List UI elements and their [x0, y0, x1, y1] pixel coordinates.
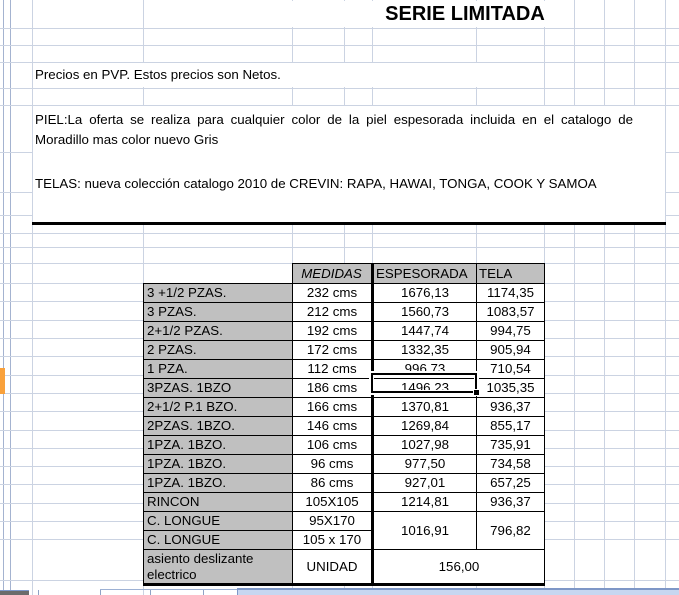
table-row	[144, 455, 545, 474]
table-row	[144, 341, 545, 360]
gridline	[665, 0, 666, 595]
row-label-cell[interactable]: C. LONGUE	[144, 531, 293, 550]
table-row	[144, 360, 545, 379]
tela-cell[interactable]: 734,58	[477, 455, 545, 474]
row-label-cell[interactable]: 2 PZAS.	[144, 341, 293, 360]
medidas-cell[interactable]: 105X105	[293, 493, 373, 512]
sheet-tab-edge	[100, 589, 237, 590]
medidas-cell[interactable]: 172 cms	[293, 341, 373, 360]
table-row	[144, 284, 545, 303]
espesorada-cell-selected[interactable]: 1496,23	[373, 379, 477, 398]
espesorada-cell[interactable]: 1560,73	[373, 303, 477, 322]
row-label-cell[interactable]: 1 PZA.	[144, 360, 293, 379]
gridline	[0, 45, 679, 46]
row-label-cell[interactable]: asiento deslizante electrico	[144, 550, 293, 585]
table-row	[144, 512, 545, 531]
header-blank-cell[interactable]	[144, 264, 293, 284]
table-row	[144, 322, 545, 341]
table-row	[144, 379, 545, 398]
espesorada-cell[interactable]: 1370,81	[373, 398, 477, 417]
price-table	[143, 263, 545, 586]
medidas-cell[interactable]: 212 cms	[293, 303, 373, 322]
table-row	[144, 303, 545, 322]
gridline	[604, 0, 605, 595]
tab-separator	[100, 590, 101, 595]
row-label-cell[interactable]: 1PZA. 1BZO.	[144, 474, 293, 493]
espesorada-cell[interactable]: 1214,81	[373, 493, 477, 512]
note-pvp-cell[interactable]: Precios en PVP. Estos precios son Netos.	[33, 63, 478, 87]
espesorada-cell[interactable]: 1332,35	[373, 341, 477, 360]
medidas-cell[interactable]: 105 x 170	[293, 531, 373, 550]
table-row	[144, 436, 545, 455]
precio-merged-cell[interactable]: 156,00	[373, 550, 545, 585]
note-piel-line1: PIEL:La oferta se realiza para cualquier color de la piel espesorada incluida en el catalogo de	[35, 112, 633, 127]
medidas-cell[interactable]: 192 cms	[293, 322, 373, 341]
row-label-cell[interactable]: 2+1/2 PZAS.	[144, 322, 293, 341]
gridline	[3, 0, 4, 595]
espesorada-cell[interactable]: 996,73	[373, 360, 477, 379]
medidas-cell[interactable]: 186 cms	[293, 379, 373, 398]
medidas-cell[interactable]: 112 cms	[293, 360, 373, 379]
tela-cell[interactable]: 936,37	[477, 398, 545, 417]
fill-handle[interactable]	[473, 389, 480, 396]
row-label-cell[interactable]: 3 +1/2 PZAS.	[144, 284, 293, 303]
tela-cell[interactable]: 855,17	[477, 417, 545, 436]
row-label-cell[interactable]: 1PZA. 1BZO.	[144, 455, 293, 474]
selected-cell-indicator	[371, 373, 477, 393]
orange-cell-marker	[0, 368, 5, 394]
espesorada-cell[interactable]: 1269,84	[373, 417, 477, 436]
espesorada-cell[interactable]: 1676,13	[373, 284, 477, 303]
espesorada-merged-cell[interactable]: 1016,91	[373, 512, 477, 550]
gridline	[0, 88, 679, 89]
row-label-cell[interactable]: 3PZAS. 1BZO	[144, 379, 293, 398]
tab-separator	[38, 590, 39, 595]
medidas-cell[interactable]: 166 cms	[293, 398, 373, 417]
gridline	[634, 0, 635, 595]
table-row	[144, 417, 545, 436]
header-espesorada[interactable]: ESPESORADA	[373, 264, 477, 284]
gridline	[10, 0, 11, 595]
gridline	[0, 233, 679, 234]
medidas-cell[interactable]: 96 cms	[293, 455, 373, 474]
sheet-title[interactable]: SERIE LIMITADA	[385, 3, 545, 25]
row-label-cell[interactable]: 1PZA. 1BZO.	[144, 436, 293, 455]
table-row	[144, 474, 545, 493]
tela-merged-cell[interactable]: 796,82	[477, 512, 545, 550]
row-label-cell[interactable]: C. LONGUE	[144, 512, 293, 531]
tela-cell[interactable]: 936,37	[477, 493, 545, 512]
gridline	[574, 0, 575, 595]
row-label-cell[interactable]: 3 PZAS.	[144, 303, 293, 322]
medidas-cell[interactable]: 106 cms	[293, 436, 373, 455]
note-piel-line2: Moradillo mas color nuevo Gris	[35, 132, 219, 147]
espesorada-cell[interactable]: 927,01	[373, 474, 477, 493]
tela-cell[interactable]: 994,75	[477, 322, 545, 341]
table-row	[144, 398, 545, 417]
tela-cell[interactable]: 710,54	[477, 360, 545, 379]
tela-cell[interactable]: 1174,35	[477, 284, 545, 303]
table-row	[144, 550, 545, 585]
row-label-cell[interactable]: RINCON	[144, 493, 293, 512]
espesorada-cell[interactable]: 977,50	[373, 455, 477, 474]
row-label-cell[interactable]: 2+1/2 P.1 BZO.	[144, 398, 293, 417]
espesorada-cell[interactable]: 1027,98	[373, 436, 477, 455]
note-telas: TELAS: nueva colección catalogo 2010 de CREVIN: RAPA, HAWAI, TONGA, COOK Y SAMOA	[35, 176, 597, 191]
gridline	[0, 247, 679, 248]
medidas-cell[interactable]: 146 cms	[293, 417, 373, 436]
table-header-row	[144, 264, 545, 284]
notes-block[interactable]	[33, 106, 665, 222]
tela-cell[interactable]: 657,25	[477, 474, 545, 493]
sheet-tab-first[interactable]	[0, 590, 29, 595]
section-divider-rule	[32, 222, 666, 225]
medidas-cell[interactable]: 232 cms	[293, 284, 373, 303]
tela-cell[interactable]: 1083,57	[477, 303, 545, 322]
medidas-cell[interactable]: UNIDAD	[293, 550, 373, 585]
medidas-cell[interactable]: 86 cms	[293, 474, 373, 493]
medidas-cell[interactable]: 95X170	[293, 512, 373, 531]
note-piel	[33, 106, 633, 150]
tela-cell[interactable]: 735,91	[477, 436, 545, 455]
table-row	[144, 493, 545, 512]
gridline	[0, 28, 679, 29]
tela-cell[interactable]: 905,94	[477, 341, 545, 360]
tab-separator	[150, 590, 151, 595]
row-label-cell[interactable]: 2PZAS. 1BZO.	[144, 417, 293, 436]
header-tela[interactable]: TELA	[477, 264, 545, 284]
tela-cell[interactable]: 1035,35	[477, 379, 545, 398]
horizontal-scrollbar[interactable]	[237, 588, 679, 595]
espesorada-cell[interactable]: 1447,74	[373, 322, 477, 341]
tab-separator	[203, 590, 204, 595]
gridline	[32, 0, 33, 595]
header-medidas[interactable]: MEDIDAS	[293, 264, 373, 284]
